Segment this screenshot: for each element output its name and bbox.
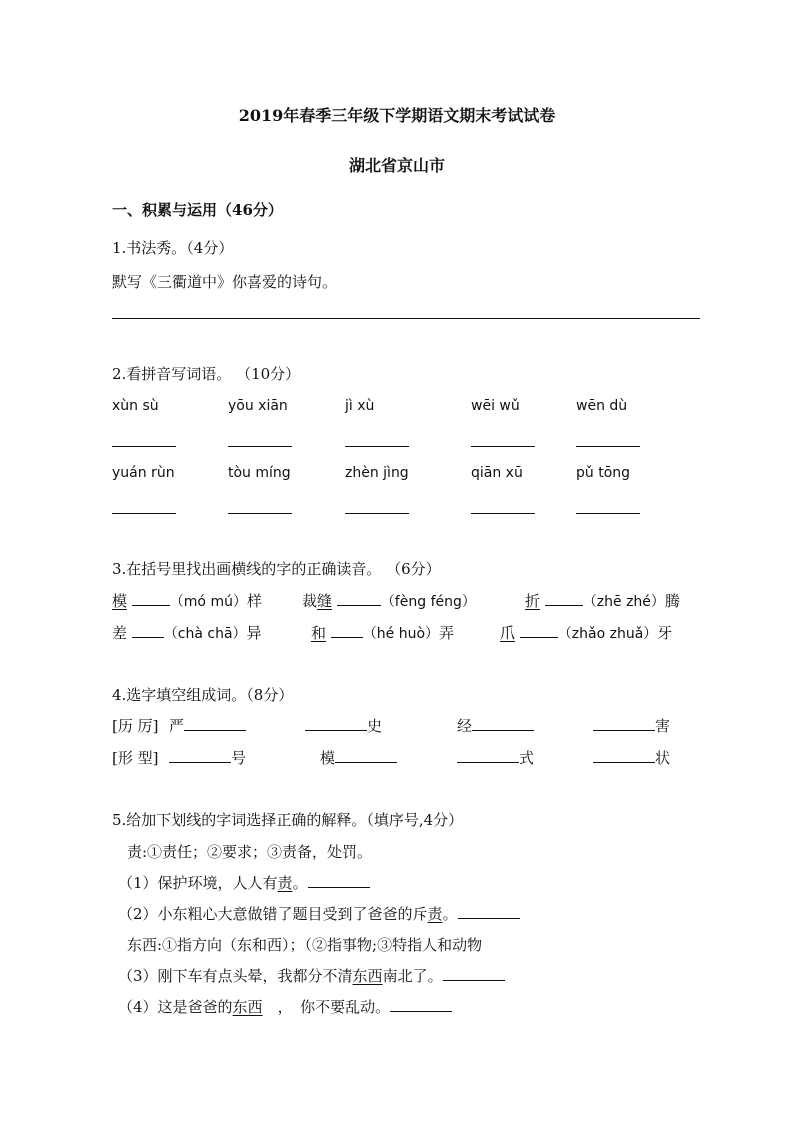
q5-heading: 5.给加下划线的字词选择正确的解释。（填序号,4分）: [112, 811, 464, 829]
q4-item: [305, 716, 382, 736]
q4-char: 经: [457, 717, 473, 735]
q5-sentence-3: [118, 966, 505, 986]
q5-text: 南北了。: [382, 967, 443, 985]
q3-item: [112, 623, 262, 644]
q2-pinyin: xùn sù: [112, 398, 159, 414]
q4-item: [457, 748, 534, 768]
q5-blank[interactable]: [458, 904, 520, 919]
q2-pinyin: pǔ tōng: [576, 465, 631, 481]
q5-blank[interactable]: [390, 997, 452, 1012]
q5-text: （2）小东粗心大意做错了题目受到了爸爸的斥: [118, 905, 428, 923]
q3-blank[interactable]: [337, 591, 381, 606]
q4-item: [169, 748, 246, 768]
q3-options: （chà chā）: [163, 626, 247, 642]
q4-char: 式: [519, 749, 535, 767]
q2-blank[interactable]: [576, 513, 640, 514]
q5-text: ， 你不要乱动。: [262, 998, 391, 1016]
q4-blank[interactable]: [593, 716, 655, 731]
q4-char: 状: [655, 749, 671, 767]
q3-target-char: 模: [112, 592, 128, 610]
q4-item: [169, 716, 246, 736]
q3-blank[interactable]: [132, 623, 164, 638]
q4-char: 史: [367, 717, 383, 735]
q3-item: [525, 591, 680, 612]
q4-item: [593, 716, 670, 736]
q2-pinyin: qiān xū: [471, 465, 523, 481]
q2-blank[interactable]: [112, 446, 176, 447]
q3-target-char: 爪: [500, 624, 516, 642]
q5-blank[interactable]: [443, 966, 505, 981]
q2-blank[interactable]: [471, 513, 535, 514]
q4-item: [457, 716, 534, 736]
q1-answer-line[interactable]: [112, 318, 700, 319]
q3-item: [500, 623, 672, 644]
q2-blank[interactable]: [228, 446, 292, 447]
q4-blank[interactable]: [305, 716, 367, 731]
q3-options: （zhē zhé）: [582, 594, 665, 610]
q4-blank[interactable]: [472, 716, 534, 731]
q3-target-char: 和: [311, 624, 327, 642]
q5-sentence-4: [118, 997, 452, 1017]
q2-blank[interactable]: [345, 446, 409, 447]
q3-target-char: 缝: [317, 592, 333, 610]
q2-blank[interactable]: [471, 446, 535, 447]
q2-pinyin: zhèn jìng: [345, 465, 409, 481]
q4-item: [593, 748, 670, 768]
q3-blank[interactable]: [331, 623, 363, 638]
q3-suffix: 异: [246, 624, 262, 642]
q3-suffix: 弄: [439, 624, 455, 642]
q3-heading: 3.在括号里找出画横线的字的正确读音。 （6分）: [112, 560, 441, 578]
q4-blank[interactable]: [184, 716, 246, 731]
q4-heading: 4.选字填空组成词。（8分）: [112, 686, 294, 704]
q2-pinyin: jì xù: [345, 398, 375, 414]
q2-pinyin: wēn dù: [576, 398, 628, 414]
q3-target-char: 折: [525, 592, 541, 610]
q2-pinyin: wēi wǔ: [471, 398, 520, 414]
q2-blank[interactable]: [112, 513, 176, 514]
q5-underlined-word: 责: [427, 905, 443, 923]
q4-row2-label: [形 型]: [112, 749, 159, 767]
q3-item: [302, 591, 476, 612]
q2-pinyin: yōu xiān: [228, 398, 288, 414]
q3-options: （hé huò）: [362, 626, 440, 642]
q3-options: （fèng féng）: [380, 594, 476, 610]
q5-underlined-word: 东西: [352, 967, 383, 985]
q3-options: （zhǎo zhuǎ）: [557, 626, 658, 642]
q2-heading: 2.看拼音写词语。 （10分）: [112, 365, 301, 383]
q4-blank[interactable]: [335, 748, 397, 763]
q3-prefix: 裁: [302, 592, 318, 610]
q5-sentence-1: [118, 873, 370, 893]
q5-underlined-word: 东西: [232, 998, 263, 1016]
q4-char: 害: [655, 717, 671, 735]
q5-definition-1: 责:①责任；②要求；③责备，处罚。: [127, 843, 373, 861]
q3-suffix: 样: [246, 592, 262, 610]
q2-pinyin: tòu míng: [228, 465, 291, 481]
q1-prompt: 默写《三衢道中》你喜爱的诗句。: [112, 273, 338, 291]
q1-heading: 1.书法秀。（4分）: [112, 239, 234, 257]
section-heading: 一、积累与运用（46分）: [112, 201, 283, 219]
q5-underlined-word: 责: [277, 874, 293, 892]
q3-item: [311, 623, 454, 644]
q3-blank[interactable]: [520, 623, 558, 638]
q5-text: （1）保护环境，人人有: [118, 874, 278, 892]
q4-row1-label: [历 厉]: [112, 717, 159, 735]
q4-blank[interactable]: [169, 748, 231, 763]
q4-blank[interactable]: [593, 748, 655, 763]
q3-blank[interactable]: [132, 591, 170, 606]
q4-char: 模: [320, 749, 336, 767]
q5-definition-2: 东西:①指方向（东和西）；（②指事物;③特指人和动物: [127, 936, 483, 954]
q3-suffix: 腾: [664, 592, 680, 610]
q3-item: [112, 591, 262, 612]
page-title: 2019年春季三年级下学期语文期末考试试卷: [238, 106, 556, 125]
q3-suffix: 牙: [657, 624, 673, 642]
q2-blank[interactable]: [228, 513, 292, 514]
q4-item: [320, 748, 397, 768]
q3-blank[interactable]: [545, 591, 583, 606]
q2-blank[interactable]: [345, 513, 409, 514]
q4-char: 严: [169, 717, 185, 735]
q4-blank[interactable]: [457, 748, 519, 763]
q5-blank[interactable]: [308, 873, 370, 888]
q5-text: （3）刚下车有点头晕，我都分不清: [118, 967, 353, 985]
q2-pinyin: yuán rùn: [112, 465, 175, 481]
page-subtitle: 湖北省京山市: [348, 156, 445, 175]
q4-char: 号: [231, 749, 247, 767]
q5-text: 。: [442, 905, 458, 923]
q5-sentence-2: [118, 904, 520, 924]
q2-blank[interactable]: [576, 446, 640, 447]
q3-options: （mó mú）: [169, 594, 247, 610]
q5-text: （4）这是爸爸的: [118, 998, 233, 1016]
q5-text: 。: [292, 874, 308, 892]
q3-target-char: 差: [112, 624, 128, 642]
